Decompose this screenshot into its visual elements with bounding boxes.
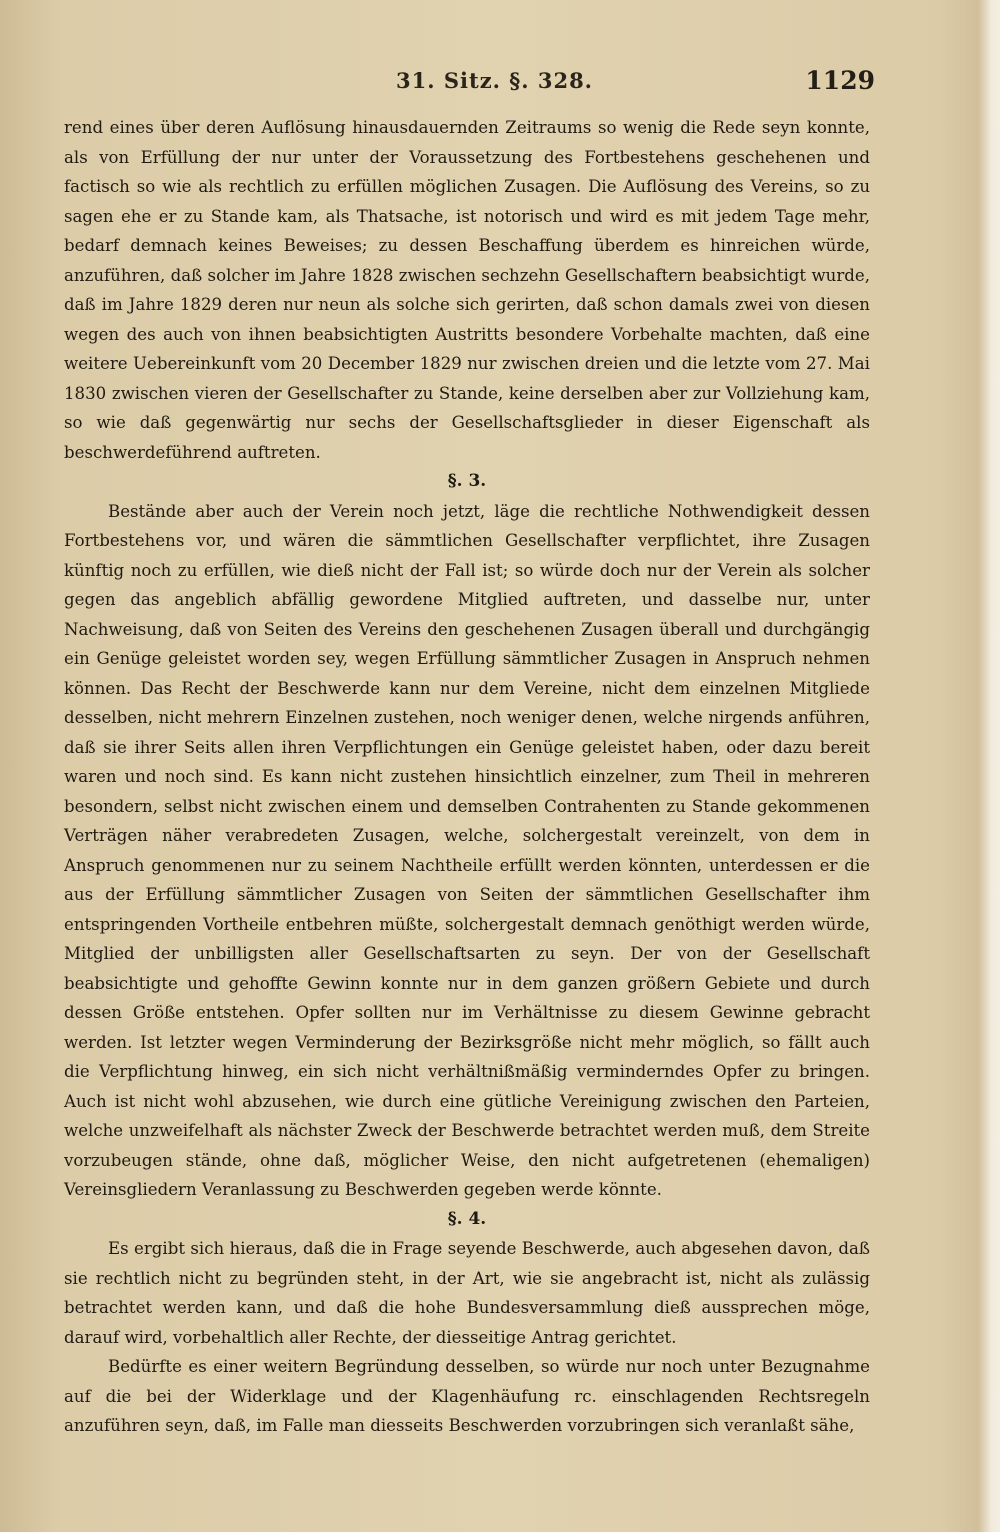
paragraph-2: Bestände aber auch der Verein noch jetzt, läge die rechtliche Nothwendigkeit dessen Fortbestehens vor, und wären die sämmtlichen Gesellschafter verpflichtet, ihre Zusagen künftig noch zu erfüllen, wie dieß nicht der Fall ist; so würde doch nur der Verein als solcher gegen das angeblich abfällig gewordene Mitglied auftreten, und dasselbe nur, unter Nachweisung, daß von Seiten des Vereins den geschehenen Zusagen überall und durchgängig ein Genüge geleistet worden sey, wegen Erfüllung sämmtlicher Zusagen in Anspruch nehmen können. Das Recht der Beschwerde kann nur dem Vereine, nicht dem einzelnen Mitgliede desselben, nicht mehrern Einzelnen zustehen, noch weniger denen, welche nirgends anführen, daß sie ihrer Seits allen ihren Verpflichtungen ein Genüge geleistet haben, oder dazu bereit waren und noch sind. Es kann nicht zustehen hinsichtlich einzelner, zum Theil in mehreren besondern, selbst nicht zwischen einem und demselben Contrahenten zu Stande gekommenen Verträgen näher verabredeten Zusagen, welche, solchergestalt vereinzelt, von dem in Anspruch genommenen nur zu seinem Nachtheile erfüllt werden könnten, unterdessen er die aus der Erfüllung sämmtlicher Zusagen von Seiten der sämmtlichen Gesellschafter ihm entspringenden Vortheile entbehren müßte, solchergestalt demnach genöthigt werden würde, Mitglied der unbilligsten aller Gesellschaftsarten zu seyn. Der von der Gesellschaft beabsichtigte und gehoffte Gewinn konnte nur in dem ganzen größern Gebiete und durch dessen Größe entstehen. Opfer sollten nur im Verhältnisse zu diesem Gewinne gebracht werden. Ist letzter wegen Verminderung der Bezirksgröße nicht mehr möglich, so fällt auch die Verpflichtung hinweg, ein sich nicht verhältnißmäßig verminderndes Opfer zu bringen. Auch ist nicht wohl abzusehen, wie durch eine gütliche Vereinigung zwischen den Parteien, welche unzweifelhaft als nächster Zweck der Beschwerde betrachtet werden muß, dem Streite vorzubeugen stände, ohne daß, möglicher Weise, den nicht aufgetretenen (ehemaligen) Vereinsgliedern Veranlassung zu Beschwerden gegeben werde könnte. (64, 501, 870, 1199)
page-edge (978, 0, 1000, 1532)
running-head: 31. Sitz. §. 328. (396, 68, 593, 93)
paragraph-1: rend eines über deren Auflösung hinausdauernden Zeitraums so wenig die Rede seyn konnte, als von Erfüllung der nur unter der Voraussetzung des Fortbestehens geschehenen und factisch so wie als rechtlich zu erfüllen möglichen Zusagen. Die Auflösung des Vereins, so zu sagen ehe er zu Stande kam, als Thatsache, ist notorisch und wird es mit jedem Tage mehr, bedarf demnach keines Beweises; zu dessen Beschaffung überdem es hinreichen würde, anzuführen, daß solcher im Jahre 1828 zwischen sechzehn Gesellschaftern beabsichtigt wurde, daß im Jahre 1829 deren nur neun als solche sich gerirten, daß schon damals zwei von diesen wegen des auch von ihnen beabsichtigten Austritts besondere Vorbehalte machten, daß eine weitere Uebereinkunft vom 20 December 1829 nur zwischen dreien und die letzte vom 27. Mai 1830 zwischen vieren der Gesellschafter zu Stande, keine derselben aber zur Vollziehung kam, so wie daß gegenwärtig nur sechs der Gesellschaftsglieder in dieser Eigenschaft als beschwerdeführend auftreten. (64, 118, 870, 462)
page-number: 1129 (805, 66, 875, 95)
paragraph-4: Bedürfte es einer weitern Begründung desselben, so würde nur noch unter Bezugnahme auf die bei der Widerklage und der Klagenhäufung rc. einschlagenden Rechtsregeln anzuführen seyn, daß, im Falle man diesseits Beschwerden vorzubringen sich veranlaßt sähe, (64, 1357, 870, 1435)
section-heading-4: §. 4. (447, 1208, 487, 1229)
section-heading-3: §. 3. (447, 471, 487, 491)
paragraph-3: Es ergibt sich hieraus, daß die in Frage seyende Beschwerde, auch abgesehen davon, daß sie rechtlich nicht zu begründen steht, in der Art, wie sie angebracht ist, nicht als zulässig betrachtet werden kann, und daß die hohe Bundesversammlung dieß aussprechen möge, darauf wird, vorbehaltlich aller Rechte, der diesseitige Antrag gerichtet. (64, 1239, 870, 1347)
body-text (64, 113, 870, 1441)
page-header (70, 66, 875, 100)
